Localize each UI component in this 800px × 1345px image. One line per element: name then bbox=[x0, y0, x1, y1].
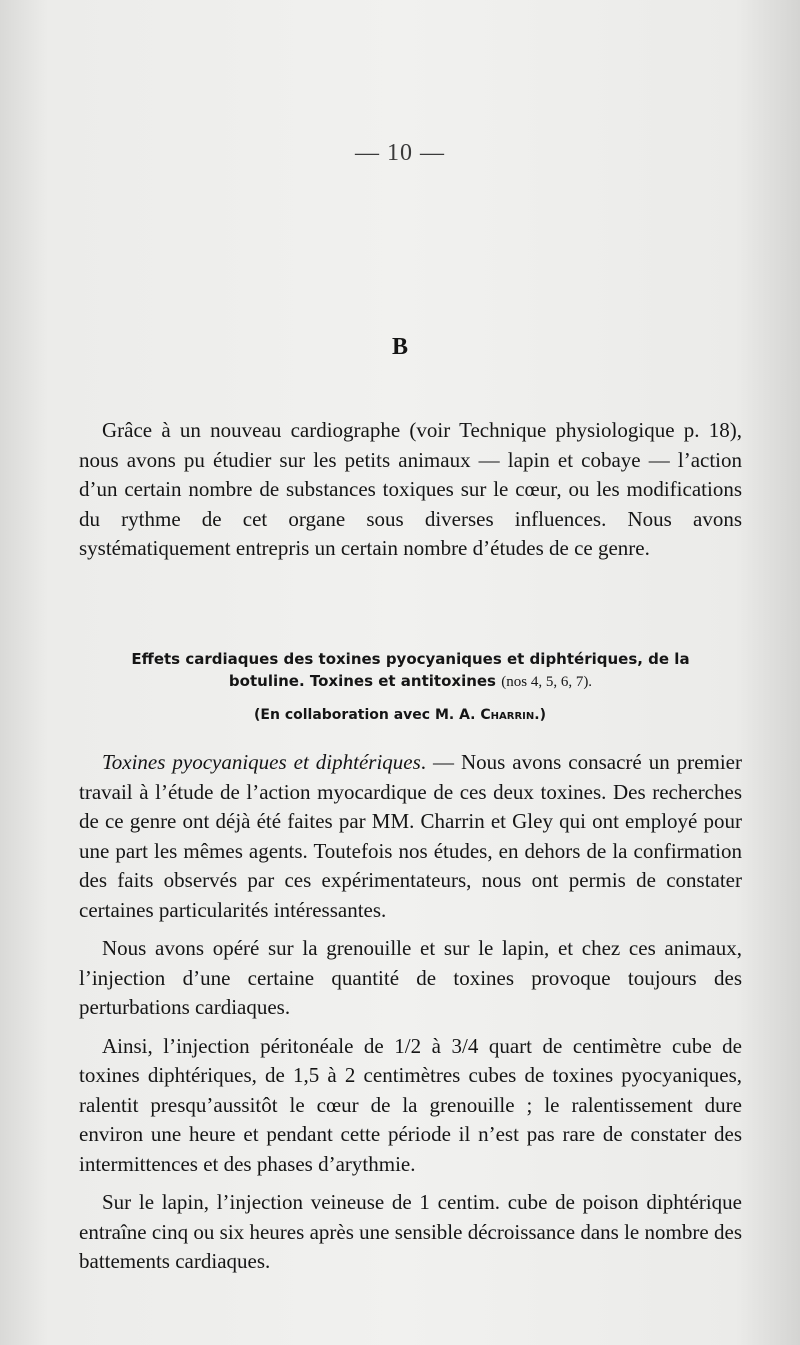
page-number: — 10 — bbox=[355, 140, 445, 166]
body-text bbox=[79, 748, 742, 1286]
collaborator-name: Charrin bbox=[480, 707, 535, 723]
paragraph-1-text: . — Nous avons consacré un premier travail à l’étude de l’action myocardique de ces deux toxines. Des recherches de ce genre ont déjà été faites par MM. Charrin et Gley qui ont employé pour une part les mêmes agents. Toutefois nos études, en dehors de la confirmation des faits observés par ces expérimentateurs, nous ont permis de constater certaines particularités intéressantes. bbox=[79, 750, 742, 922]
intro-text: Grâce à un nouveau cardiographe (voir Technique physiologique p. 18), nous avons pu étudier sur les petits animaux — lapin et cobaye — l’action d’un certain nombre de substances toxiques sur le cœur, ou les modifications du rythme de cet organe sous diverses influences. Nous avons systématiquement entrepris un certain nombre d’études de ce genre. bbox=[79, 418, 742, 560]
section-title-refs: (nos 4, 5, 6, 7). bbox=[501, 674, 593, 690]
body-paragraph-3: Ainsi, l’injection péritonéale de 1/2 à 3/4 quart de centimètre cube de toxines diphtériques, de 1,5 à 2 centimètres cubes de toxines pyocyaniques, ralentit presqu’aussitôt le cœur de la grenouille ; le ralentissement dure environ une heure et pendant cette période il n’est pas rare de constater des intermittences et des phases d’arythmie. bbox=[79, 1033, 742, 1176]
body-paragraph-1 bbox=[79, 748, 742, 925]
collaboration-suffix: .) bbox=[534, 707, 546, 723]
body-paragraph-2: Nous avons opéré sur la grenouille et sur le lapin, et chez ces animaux, l’injection d’une certaine quantité de toxines provoque toujours des perturbations cardiaques. bbox=[79, 936, 742, 1019]
section-title-text: botuline. Toxines et antitoxines bbox=[228, 672, 496, 690]
section-title-line2 bbox=[79, 670, 742, 693]
paragraph-heading: Toxines pyocyaniques et diphtériques bbox=[102, 750, 421, 774]
intro-paragraph bbox=[79, 416, 742, 564]
collaboration-prefix: (En collaboration avec M. A. bbox=[254, 707, 481, 723]
collaboration-note bbox=[0, 707, 800, 723]
show-through-line bbox=[100, 178, 740, 207]
section-title-line1: Effets cardiaques des toxines pyocyaniques et diphtériques, de la bbox=[131, 650, 690, 668]
section-title bbox=[79, 648, 742, 693]
body-paragraph-4: Sur le lapin, l’injection veineuse de 1 centim. cube de poison diphtérique entraîne cinq ou six heures après une sensible décroissance dans le nombre des battements cardiaques. bbox=[79, 1190, 742, 1273]
section-letter: B bbox=[391, 334, 408, 360]
